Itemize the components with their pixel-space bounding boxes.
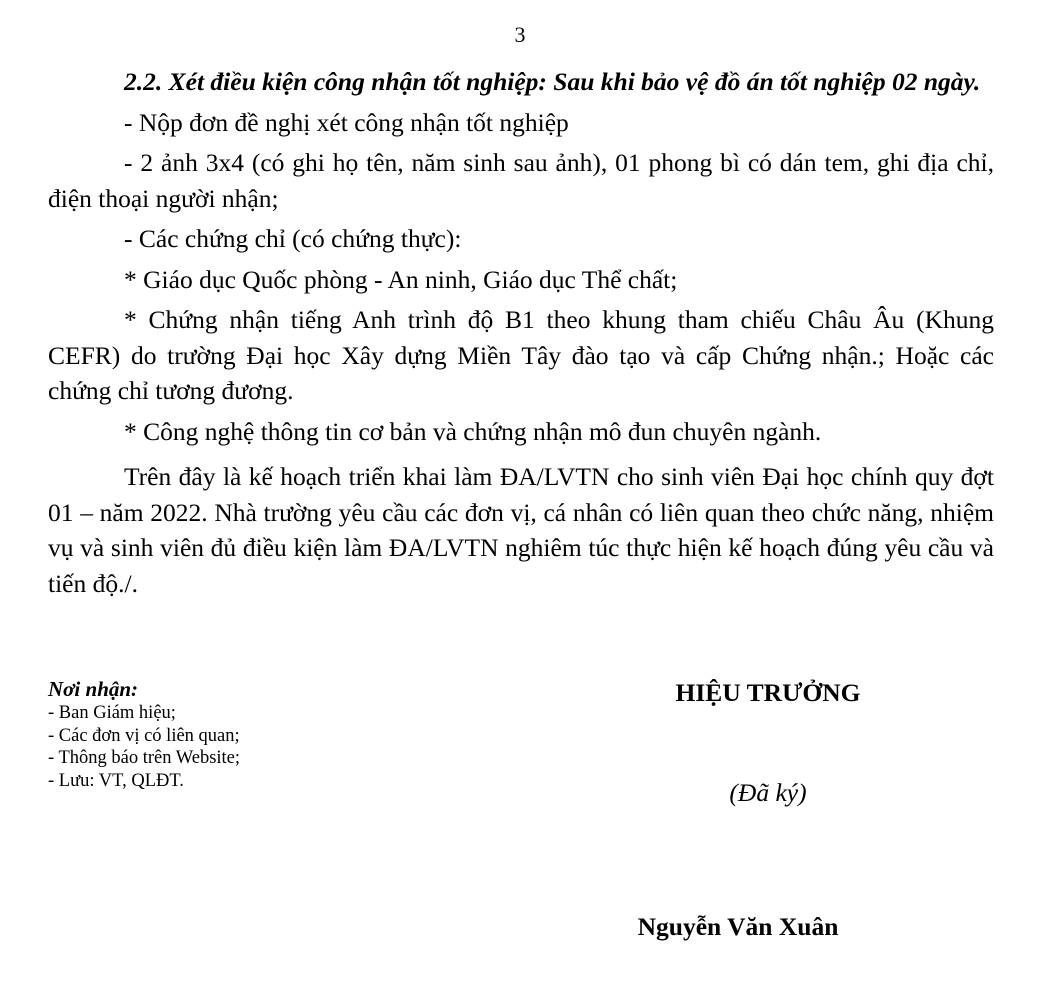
recipient-item: - Các đơn vị có liên quan; (48, 725, 240, 746)
section-heading: 2.2. Xét điều kiện công nhận tốt nghiệp: Sau khi bảo vệ đồ án tốt nghiệp 02 ngày. (124, 67, 981, 96)
certificate-item: * Công nghệ thông tin cơ bản và chứng nhận mô đun chuyên ngành. (124, 416, 822, 446)
recipient-item: - Lưu: VT, QLĐT. (48, 770, 184, 791)
recipient-item: - Ban Giám hiệu; (48, 703, 176, 723)
page-number: 3 (514, 22, 526, 47)
recipient-item: - Thông báo trên Website; (48, 748, 241, 768)
recipients-block (48, 676, 448, 792)
certificate-item: * Chứng nhận tiếng Anh trình độ B1 theo khung tham chiếu Châu Âu (Khung CEFR) do trường Đại học Xây dựng Miền Tây đào tạo và cấp Chứng nhận.; Hoặc các chứng chỉ tương đương. (48, 305, 994, 405)
document-body (48, 64, 994, 606)
requirement-item: - 2 ảnh 3x4 (có ghi họ tên, năm sinh sau ảnh), 01 phong bì có dán tem, ghi địa chỉ, điện thoại người nhận; (48, 148, 994, 213)
certificate-item: * Giáo dục Quốc phòng - An ninh, Giáo dục Thể chất; (124, 264, 678, 294)
signer-name: Nguyễn Văn Xuân (637, 912, 839, 941)
recipients-title: Nơi nhận: (48, 677, 139, 701)
requirement-item: - Các chứng chỉ (có chứng thực): (124, 224, 462, 253)
closing-paragraph: Trên đây là kế hoạch triển khai làm ĐA/LVTN cho sinh viên Đại học chính quy đợt 01 – năm 2022. Nhà trường yêu cầu các đơn vị, cá nhân có liên quan theo chức năng, nhiệm vụ và sinh viên đủ điều kiện làm ĐA/LVTN nghiêm túc thực hiện kế hoạch đúng yêu cầu và tiến độ./. (48, 462, 994, 598)
requirement-item: - Nộp đơn đề nghị xét công nhận tốt nghiệp (124, 107, 569, 137)
signed-note: (Đã ký) (729, 778, 807, 807)
signature-title: HIỆU TRƯỞNG (675, 678, 861, 707)
